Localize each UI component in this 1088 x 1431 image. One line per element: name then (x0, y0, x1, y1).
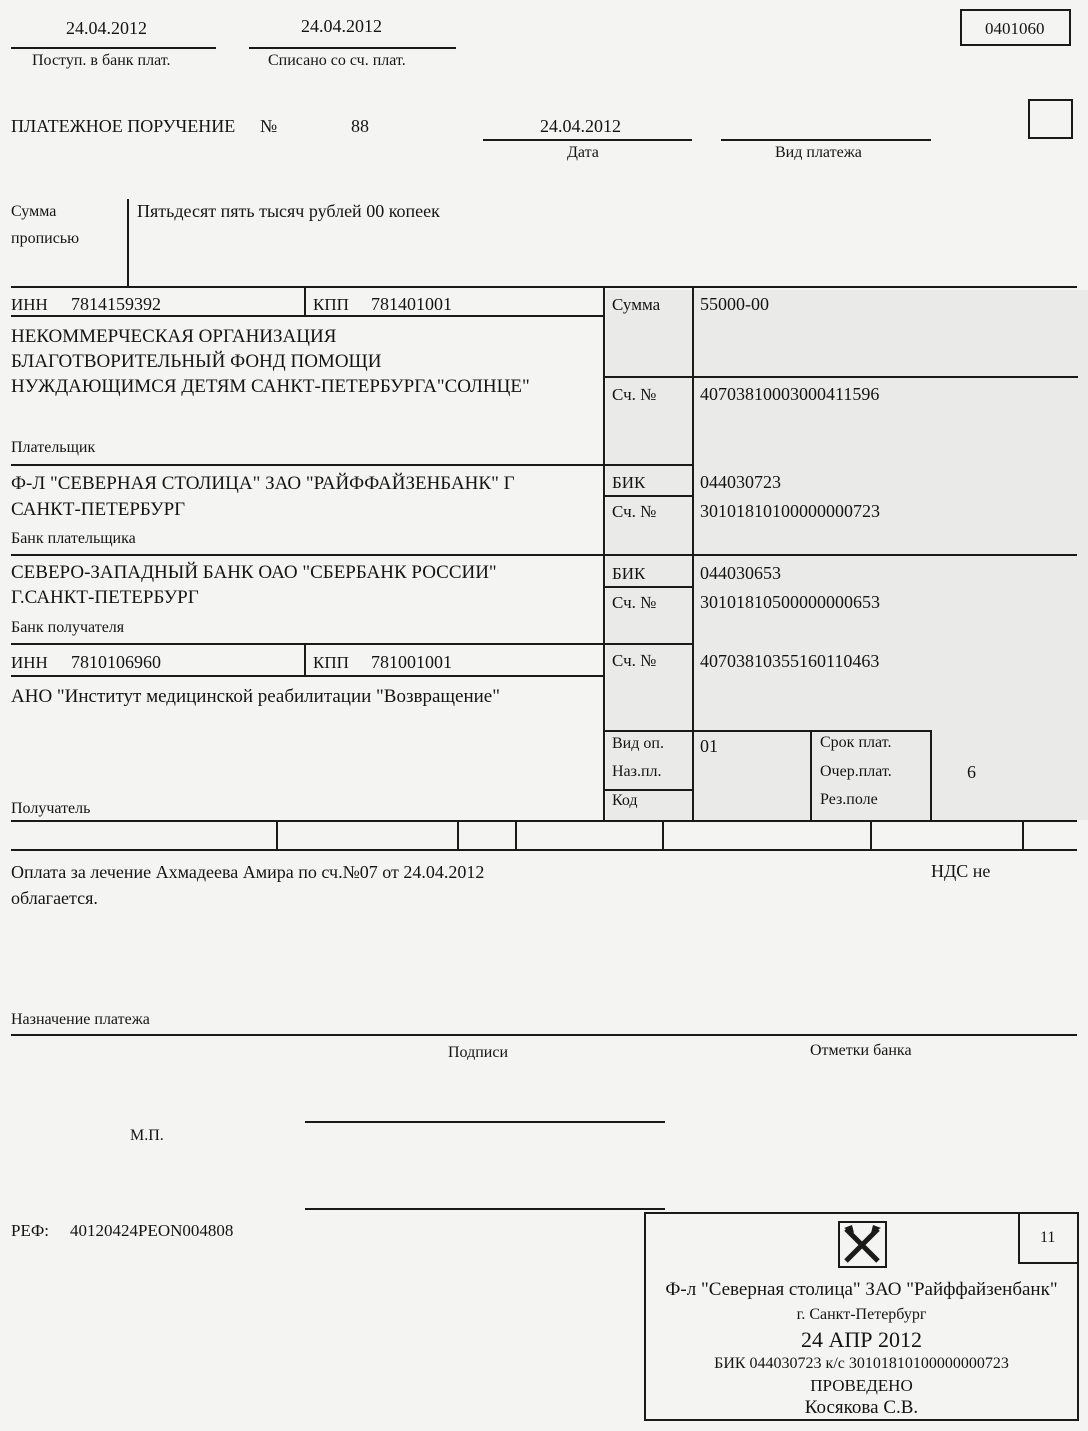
payer-bank-name-line-2: САНКТ-ПЕТЕРБУРГ (11, 499, 186, 520)
debited-date-line (249, 47, 456, 49)
payer-bank-account-label: Сч. № (612, 502, 657, 521)
operation-vline-2 (930, 731, 932, 821)
debited-date: 24.04.2012 (301, 16, 382, 36)
purpose-vat: НДС не (931, 861, 991, 881)
payer-inn-kpp-divider (304, 287, 306, 316)
payer-bank-bik-line (604, 495, 693, 497)
payee-account-label: Сч. № (612, 651, 657, 670)
payment-type-line (721, 139, 931, 141)
payee-inn-kpp-divider (304, 644, 306, 676)
payee-bank-account-label: Сч. № (612, 593, 657, 612)
form-code-box (960, 9, 1071, 46)
payee-inn-label: ИНН (11, 653, 48, 672)
payer-bank-name-line-1: Ф-Л "СЕВЕРНАЯ СТОЛИЦА" ЗАО "РАЙФФАЙЗЕНБАНК" Г (11, 473, 515, 494)
purpose-line-2: облагается. (11, 888, 98, 908)
operation-code-line (604, 789, 693, 791)
op-type-label: Вид оп. (612, 735, 664, 752)
payer-inn-label: ИНН (11, 295, 48, 314)
tax-fields-bottom-line (11, 849, 1077, 851)
payee-account: 40703810355160110463 (700, 651, 880, 671)
order-number: 88 (351, 116, 369, 136)
order-date-line (483, 139, 692, 141)
amount-words-bottom-line (11, 286, 1077, 288)
operation-top-line (604, 730, 932, 732)
payee-bank-name-line-1: СЕВЕРО-ЗАПАДНЫЙ БАНК ОАО "СБЕРБАНК РОССИИ" (11, 562, 497, 583)
amount-bottom-line (604, 376, 1078, 378)
payee-bottom-line (11, 820, 1077, 822)
payee-kpp: 781001001 (371, 652, 452, 672)
amount-words-divider (127, 199, 129, 287)
tax-field-divider-1 (276, 821, 278, 850)
ref-value: 40120424PEON004808 (70, 1221, 234, 1240)
tax-field-divider-3 (515, 821, 517, 850)
order-date: 24.04.2012 (540, 116, 621, 136)
tax-field-divider-6 (1022, 821, 1024, 850)
payer-bank-label: Банк плательщика (11, 530, 136, 547)
received-label: Поступ. в банк плат. (32, 52, 171, 69)
tax-field-divider-4 (662, 821, 664, 850)
stamp-page-box (1018, 1214, 1079, 1264)
payer-name-line-1: НЕКОММЕРЧЕСКАЯ ОРГАНИЗАЦИЯ (11, 326, 337, 347)
debited-label: Списано со сч. плат. (268, 52, 406, 69)
stamp-date: 24 АПР 2012 (800, 1327, 922, 1352)
payer-bank-bik: 044030723 (700, 472, 781, 492)
payee-inn: 7810106960 (71, 652, 161, 672)
payer-bank-account: 30101810100000000723 (700, 501, 880, 521)
stamp-bank-name: Ф-л "Северная столица" ЗАО "Райффайзенбанк" (665, 1279, 1058, 1300)
payer-bank-bik-label: БИК (612, 473, 646, 492)
amount-words-value: Пятьдесят пять тысяч рублей 00 копеек (137, 201, 440, 221)
priority: 6 (967, 762, 976, 782)
bank-stamp (644, 1212, 1079, 1421)
amount-words-label-2: прописью (11, 230, 80, 247)
payer-account-label: Сч. № (612, 385, 657, 404)
order-date-label: Дата (567, 144, 599, 161)
purpose-line-1: Оплата за лечение Ахмадеева Амира по сч.№07 от 24.04.2012 (11, 862, 485, 882)
payer-inn-line (11, 315, 604, 317)
payee-bank-label: Банк получателя (11, 619, 125, 636)
tax-field-divider-2 (457, 821, 459, 850)
payer-bottom-line (11, 464, 693, 466)
stamp-status: ПРОВЕДЕНО (810, 1376, 913, 1395)
payee-bank-bik-line (604, 586, 693, 588)
payment-type-box (1028, 99, 1073, 139)
amount-value: 55000-00 (700, 294, 769, 314)
payer-name-line-3: НУЖДАЮЩИМСЯ ДЕТЯМ САНКТ-ПЕТЕРБУРГА"СОЛНЦЕ" (11, 376, 530, 397)
payment-type-label: Вид платежа (775, 144, 862, 161)
purpose-label: Назначение платежа (11, 1011, 150, 1028)
payee-inn-line (11, 675, 604, 677)
stamp-page-number: 11 (1040, 1229, 1056, 1246)
amount-words-label-1: Сумма (11, 203, 57, 220)
payee-bank-account: 30101810500000000653 (700, 592, 880, 612)
form-code: 0401060 (985, 19, 1045, 38)
signature-line-1 (305, 1121, 665, 1123)
payer-label: Плательщик (11, 439, 96, 456)
operation-vline-1 (810, 731, 812, 821)
received-date-line (11, 47, 216, 49)
order-number-sign: № (260, 116, 278, 136)
payee-label: Получатель (11, 800, 91, 817)
amount-label: Сумма (612, 295, 661, 314)
payee-bank-name-line-2: Г.САНКТ-ПЕТЕРБУРГ (11, 587, 199, 608)
payee-kpp-label: КПП (313, 653, 349, 672)
payee-bank-bik: 044030653 (700, 563, 781, 583)
purpose-bottom-line (11, 1034, 1077, 1036)
raiffeisen-logo-icon (838, 1221, 887, 1268)
priority-label: Очер.плат. (820, 763, 892, 780)
stamp-bik-line: БИК 044030723 к/с 30101810100000000723 (714, 1355, 1009, 1372)
payer-bank-bottom-line (11, 554, 1077, 556)
received-date: 24.04.2012 (66, 18, 147, 38)
payer-kpp: 781401001 (371, 294, 452, 314)
payer-account: 40703810003000411596 (700, 384, 880, 404)
stamp-city: г. Санкт-Петербург (796, 1306, 927, 1323)
code-label: Код (612, 792, 638, 809)
ref-label: РЕФ: (11, 1221, 49, 1240)
stamp-place: М.П. (130, 1127, 164, 1144)
signatures-label: Подписи (448, 1044, 509, 1061)
reserve-label: Рез.поле (820, 791, 878, 808)
order-title: ПЛАТЕЖНОЕ ПОРУЧЕНИЕ (11, 116, 236, 136)
payer-inn: 7814159392 (71, 294, 161, 314)
payer-kpp-label: КПП (313, 295, 349, 314)
tax-field-divider-5 (870, 821, 872, 850)
payee-bank-bik-label: БИК (612, 564, 646, 583)
payer-name-line-2: БЛАГОТВОРИТЕЛЬНЫЙ ФОНД ПОМОЩИ (11, 351, 382, 372)
due-label: Срок плат. (820, 734, 892, 751)
signature-line-2 (305, 1208, 665, 1210)
payee-name: АНО "Институт медицинской реабилитации "Возвращение" (11, 686, 500, 707)
bank-marks-label: Отметки банка (810, 1042, 912, 1059)
purpose-code-label: Наз.пл. (612, 763, 662, 780)
op-type: 01 (700, 736, 718, 756)
stamp-officer: Косякова С.В. (804, 1397, 919, 1418)
payee-bank-bottom-line (11, 643, 693, 645)
